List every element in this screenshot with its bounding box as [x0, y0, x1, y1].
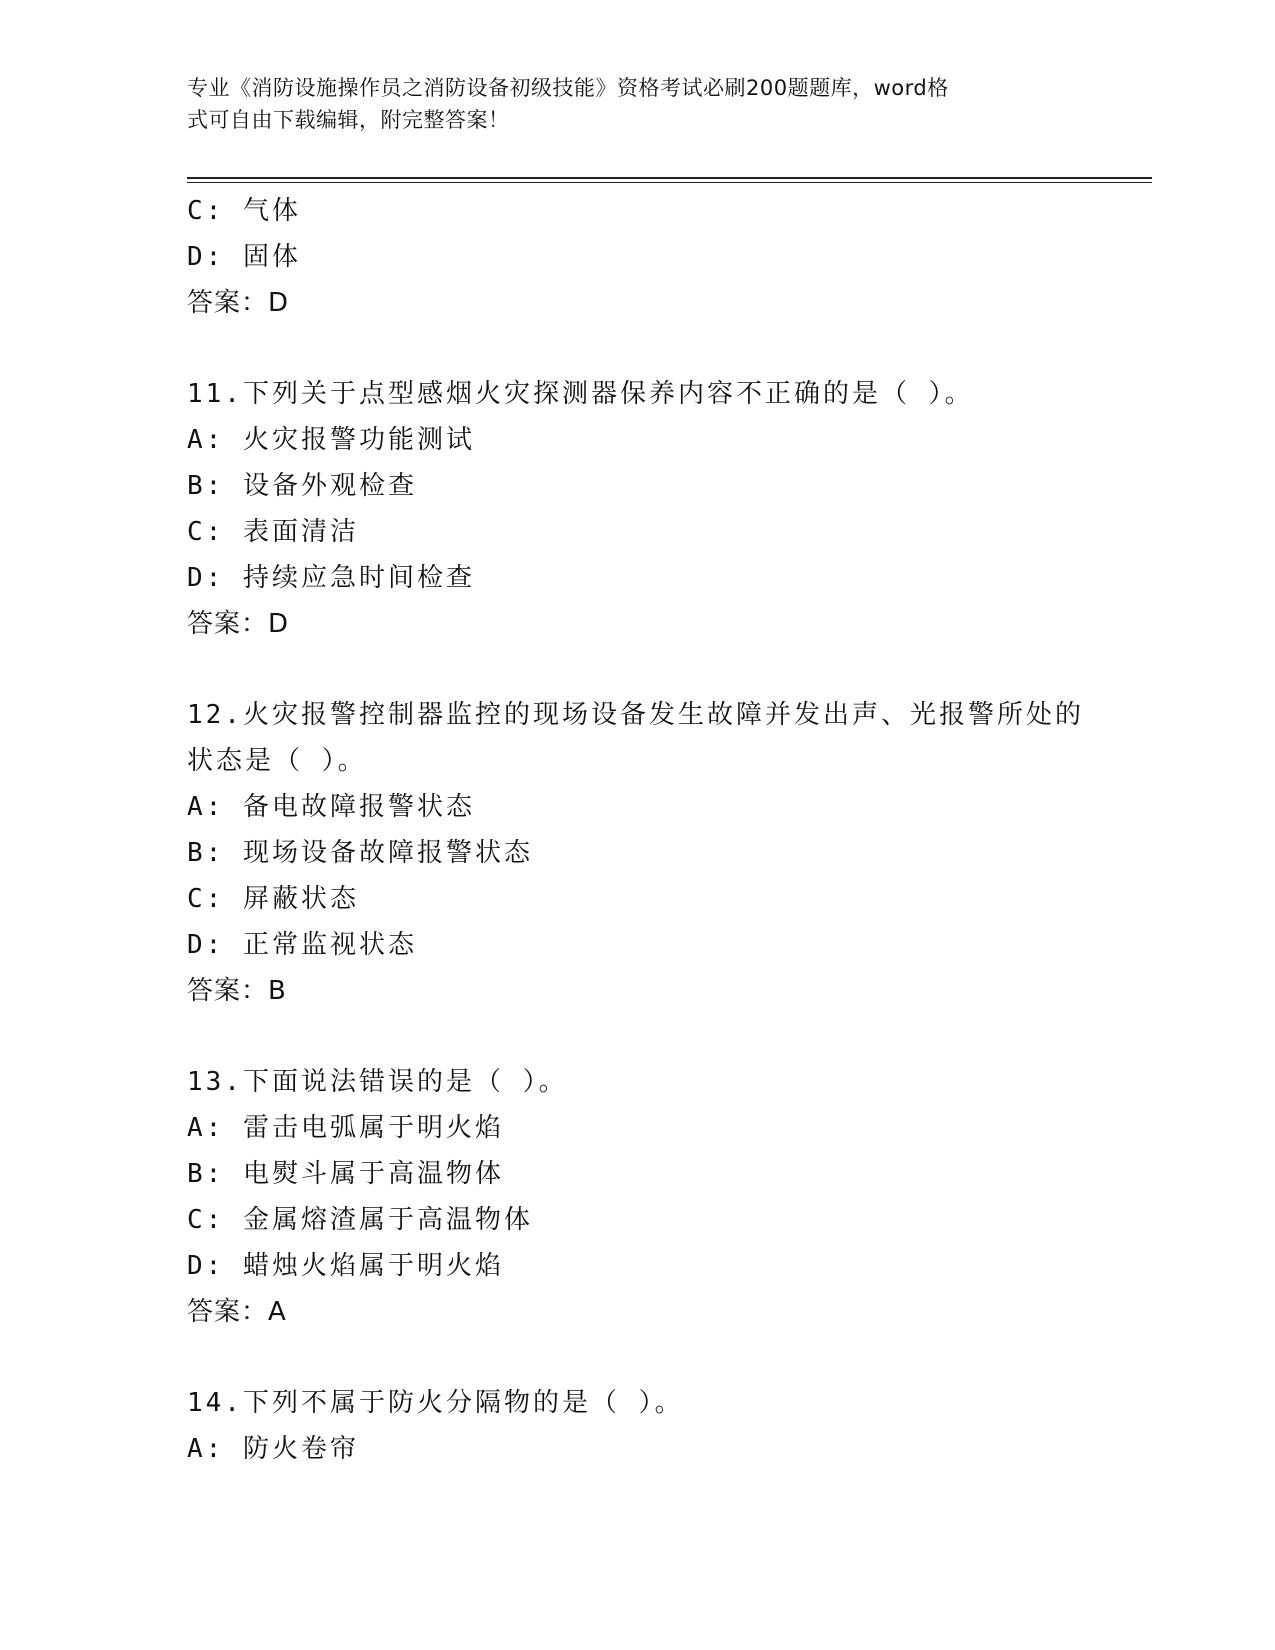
option-c: C: 表面清洁 [187, 517, 359, 547]
question-spacer [187, 1014, 1087, 1059]
option-d: D: 固体 [187, 242, 301, 272]
question-stem: 14.下列不属于防火分隔物的是（ ）。 [187, 1388, 684, 1418]
question-13 [187, 1059, 1087, 1335]
question-stem-line-2: 状态是（ ）。 [187, 746, 367, 776]
header-divider-thin [187, 182, 1152, 183]
answer-line: 答案：D [187, 288, 290, 318]
option-b: B: 设备外观检查 [187, 471, 417, 501]
question-stem-line-1: 12.火灾报警控制器监控的现场设备发生故障并发出声、光报警所处的 [187, 700, 1084, 730]
option-a: A: 火灾报警功能测试 [187, 425, 475, 455]
option-a: A: 防火卷帘 [187, 1434, 359, 1464]
question-stem: 13.下面说法错误的是（ ）。 [187, 1067, 568, 1097]
option-c: C: 金属熔渣属于高温物体 [187, 1205, 533, 1235]
question-stem: 11.下列关于点型感烟火灾探测器保养内容不正确的是（ ）。 [187, 379, 974, 409]
option-a: A: 雷击电弧属于明火焰 [187, 1113, 504, 1143]
question-10-continued [187, 188, 1087, 326]
answer-line: 答案：A [187, 1297, 287, 1327]
header-divider-thick [187, 177, 1152, 179]
option-a: A: 备电故障报警状态 [187, 792, 475, 822]
question-spacer [187, 647, 1087, 692]
question-spacer [187, 326, 1087, 371]
option-b: B: 现场设备故障报警状态 [187, 838, 533, 868]
option-b: B: 电熨斗属于高温物体 [187, 1159, 504, 1189]
header-line-2: 式可自由下载编辑，附完整答案！ [187, 108, 510, 132]
header-line-1: 专业《消防设施操作员之消防设备初级技能》资格考试必刷200题题库，word格 [187, 76, 949, 100]
option-c: C: 气体 [187, 196, 301, 226]
document-header [187, 72, 1067, 136]
option-d: D: 正常监视状态 [187, 930, 417, 960]
option-d: D: 蜡烛火焰属于明火焰 [187, 1251, 504, 1281]
question-12 [187, 692, 1087, 1014]
question-spacer [187, 1335, 1087, 1380]
question-11 [187, 371, 1087, 647]
answer-line: 答案：B [187, 976, 287, 1006]
answer-line: 答案：D [187, 609, 290, 639]
option-d: D: 持续应急时间检查 [187, 563, 475, 593]
option-c: C: 屏蔽状态 [187, 884, 359, 914]
question-14 [187, 1380, 1087, 1472]
question-list [187, 188, 1087, 1472]
